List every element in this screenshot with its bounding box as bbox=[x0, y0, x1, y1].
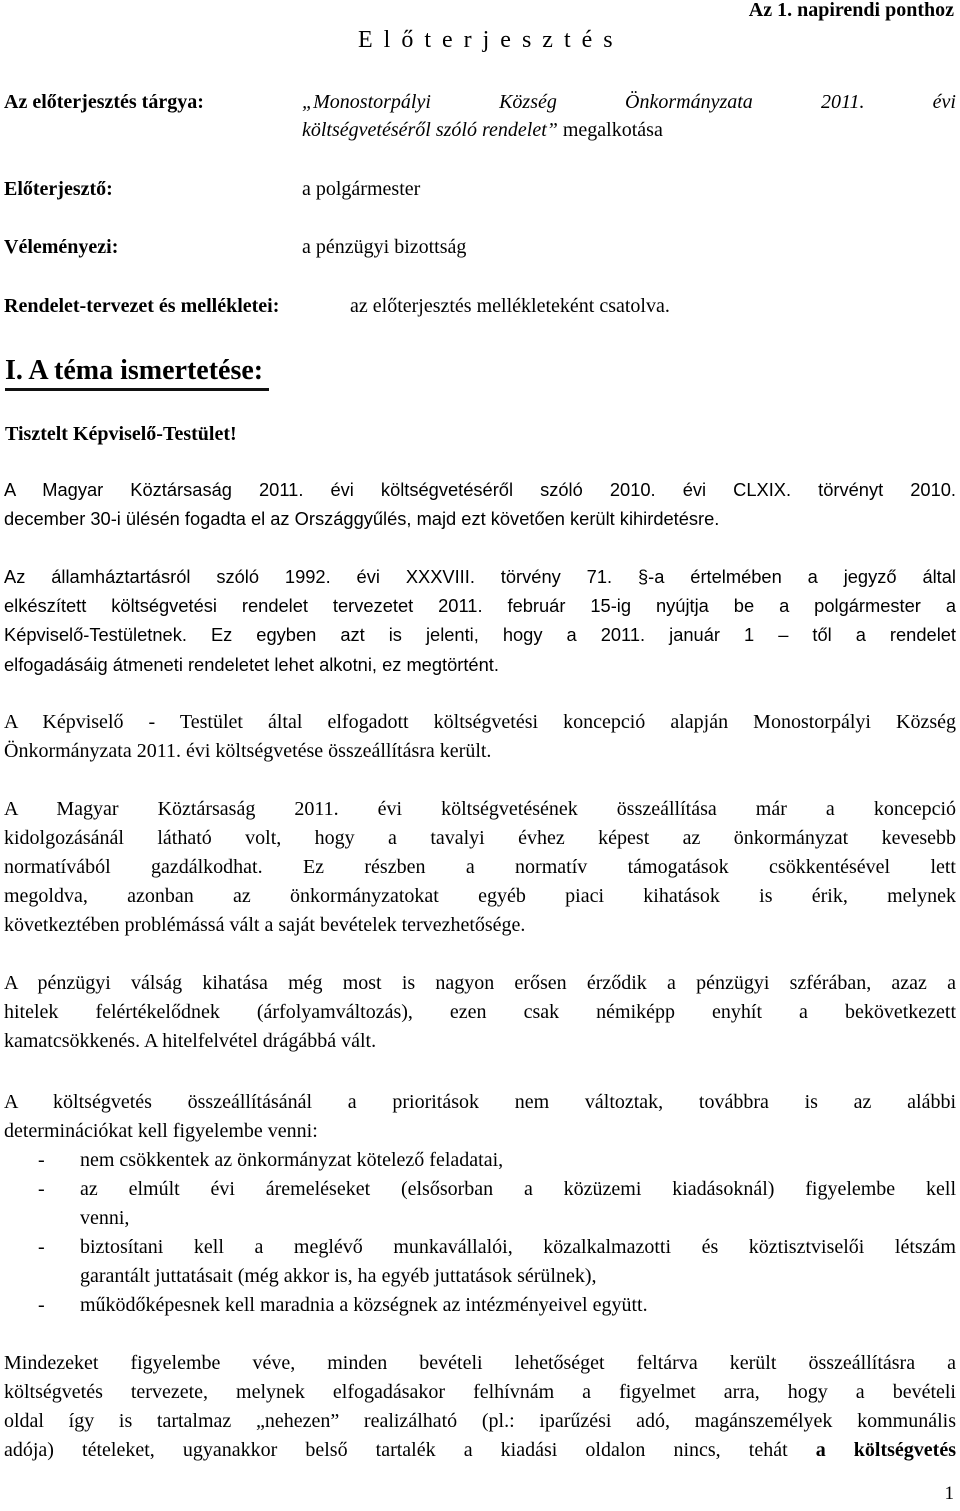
paragraph-line: A Magyar Köztársaság 2011. évi költségvetéséről szóló 2010. évi CLXIX. törvényt 2010. bbox=[4, 479, 956, 500]
paragraph-line: Önkormányzata 2011. évi költségvetése összeállításra került. bbox=[4, 740, 492, 762]
list-item-line: működőképesnek kell maradnia a községnek az intézményeivel együtt. bbox=[80, 1294, 648, 1316]
list-item-line: biztosítani kell a meglévő munkavállalói, közalkalmazotti és köztisztviselői létszám bbox=[80, 1236, 956, 1258]
paragraph-text: adója) tételeket, ugyanakkor belső tartalék a kiadási oldalon nincs, tehát bbox=[4, 1439, 816, 1461]
subject-value-rest: megalkotása bbox=[557, 119, 663, 141]
paragraph-line: megoldva, azonban az önkormányzatokat egyéb piaci kihatások is érik, melynek bbox=[4, 885, 956, 907]
paragraph-line: A költségvetés összeállításánál a prioritások nem változtak, továbbra is az alábbi bbox=[4, 1091, 956, 1113]
paragraph-line: Képviselő-Testületnek. Ez egyben azt is jelenti, hogy a 2011. január 1 – től a rendelet bbox=[4, 624, 956, 646]
list-dash: - bbox=[38, 1236, 45, 1258]
paragraph-line: A pénzügyi válság kihatása még most is nagyon erősen érződik a pénzügyi szférában, azaz a bbox=[4, 972, 956, 994]
list-item bbox=[4, 1175, 956, 1233]
list-item bbox=[4, 1291, 956, 1320]
list-dash: - bbox=[38, 1149, 45, 1171]
opinion-label: Véleményezi: bbox=[4, 236, 119, 258]
list-item bbox=[4, 1233, 956, 1291]
list-item-line: garantált juttatásait (még akkor is, ha egyéb juttatások sérülnek), bbox=[80, 1265, 597, 1287]
paragraph-line: hitelek felértékelődnek (árfolyamváltozás), ezen csak némiképp enyhít a bekövetkezett bbox=[4, 1001, 956, 1023]
salutation: Tisztelt Képviselő-Testület! bbox=[5, 423, 237, 445]
paragraph-line: következtében problémássá vált a saját bevételek tervezhetősége. bbox=[4, 914, 526, 936]
subject-value-line2 bbox=[302, 118, 663, 142]
paragraph-line: kamatcsökkenés. A hitelfelvétel drágábbá vált. bbox=[4, 1030, 377, 1052]
list-item bbox=[4, 1146, 956, 1175]
subject-value-line1: „Monostorpályi Község Önkormányzata 2011. évi bbox=[302, 91, 956, 113]
paragraph-line: A Képviselő - Testület által elfogadott költségvetési koncepció alapján Monostorpályi Község bbox=[4, 711, 956, 733]
paragraph-7 bbox=[4, 1349, 956, 1465]
attachment-label: Rendelet-tervezet és mellékletei: bbox=[4, 295, 280, 317]
paragraph-line: kidolgozásánál látható volt, hogy a tavalyi évhez képest az önkormányzat kevesebb bbox=[4, 827, 956, 849]
emphasis-text: a költségvetés bbox=[815, 1439, 956, 1461]
paragraph-2 bbox=[4, 562, 956, 679]
paragraph-line: oldal így is tartalmaz „nehezen” realizálható (pl.: iparűzési adó, magánszemélyek kommunális bbox=[4, 1410, 956, 1432]
paragraph-1 bbox=[4, 475, 956, 533]
paragraph-line: költségvetés tervezete, melynek elfogadásakor felhívnám a figyelmet arra, hogy a bevételi bbox=[4, 1381, 956, 1403]
presenter-label: Előterjesztő: bbox=[4, 178, 113, 200]
paragraph-line: A Magyar Köztársaság 2011. évi költségvetésének összeállítása már a koncepció bbox=[4, 798, 956, 820]
paragraph-line bbox=[4, 1436, 956, 1465]
paragraph-line: Az államháztartásról szóló 1992. évi XXXVIII. törvény 71. §-a értelmében a jegyző által bbox=[4, 566, 956, 587]
list-dash: - bbox=[38, 1178, 45, 1200]
priority-list bbox=[4, 1146, 956, 1320]
subject-value-italic: költségvetéséről szóló rendelet” bbox=[302, 119, 558, 141]
paragraph-line: normatívából gazdálkodhat. Ez részben a normatív támogatások csökkentésével lett bbox=[4, 856, 956, 878]
list-dash: - bbox=[38, 1294, 45, 1316]
paragraph-6 bbox=[4, 1088, 956, 1146]
opinion-value: a pénzügyi bizottság bbox=[302, 236, 467, 258]
paragraph-line: Mindezeket figyelembe véve, minden bevételi lehetőséget feltárva került összeállításra a bbox=[4, 1352, 956, 1374]
paragraph-3 bbox=[4, 708, 956, 766]
paragraph-line: elkészített költségvetési rendelet tervezetet 2011. február 15-ig nyújtja be a polgármester a bbox=[4, 595, 956, 617]
presenter-value: a polgármester bbox=[302, 178, 421, 200]
paragraph-line: determinációkat kell figyelembe venni: bbox=[4, 1120, 318, 1142]
agenda-item-note: Az 1. napirendi ponthoz bbox=[748, 0, 954, 21]
list-item-line: venni, bbox=[80, 1207, 130, 1229]
list-item-line: nem csökkentek az önkormányzat kötelező feladatai, bbox=[80, 1149, 504, 1171]
document-title: E l ő t e r j e s z t é s bbox=[358, 27, 616, 53]
page-number: 1 bbox=[944, 1483, 954, 1504]
subject-label: Az előterjesztés tárgya: bbox=[4, 91, 204, 113]
paragraph-line: december 30-i ülésén fogadta el az Országgyűlés, majd ezt követően került kihirdetésre. bbox=[4, 508, 720, 530]
paragraph-5 bbox=[4, 969, 956, 1056]
paragraph-4 bbox=[4, 795, 956, 940]
attachment-value: az előterjesztés mellékleteként csatolva. bbox=[350, 295, 670, 317]
paragraph-line: elfogadásáig átmeneti rendeletet lehet alkotni, ez megtörtént. bbox=[4, 653, 499, 675]
section-title: I. A téma ismertetése: bbox=[5, 354, 269, 391]
list-item-line: az elmúlt évi áremeléseket (elsősorban a közüzemi kiadásoknál) figyelembe kell bbox=[80, 1178, 956, 1200]
